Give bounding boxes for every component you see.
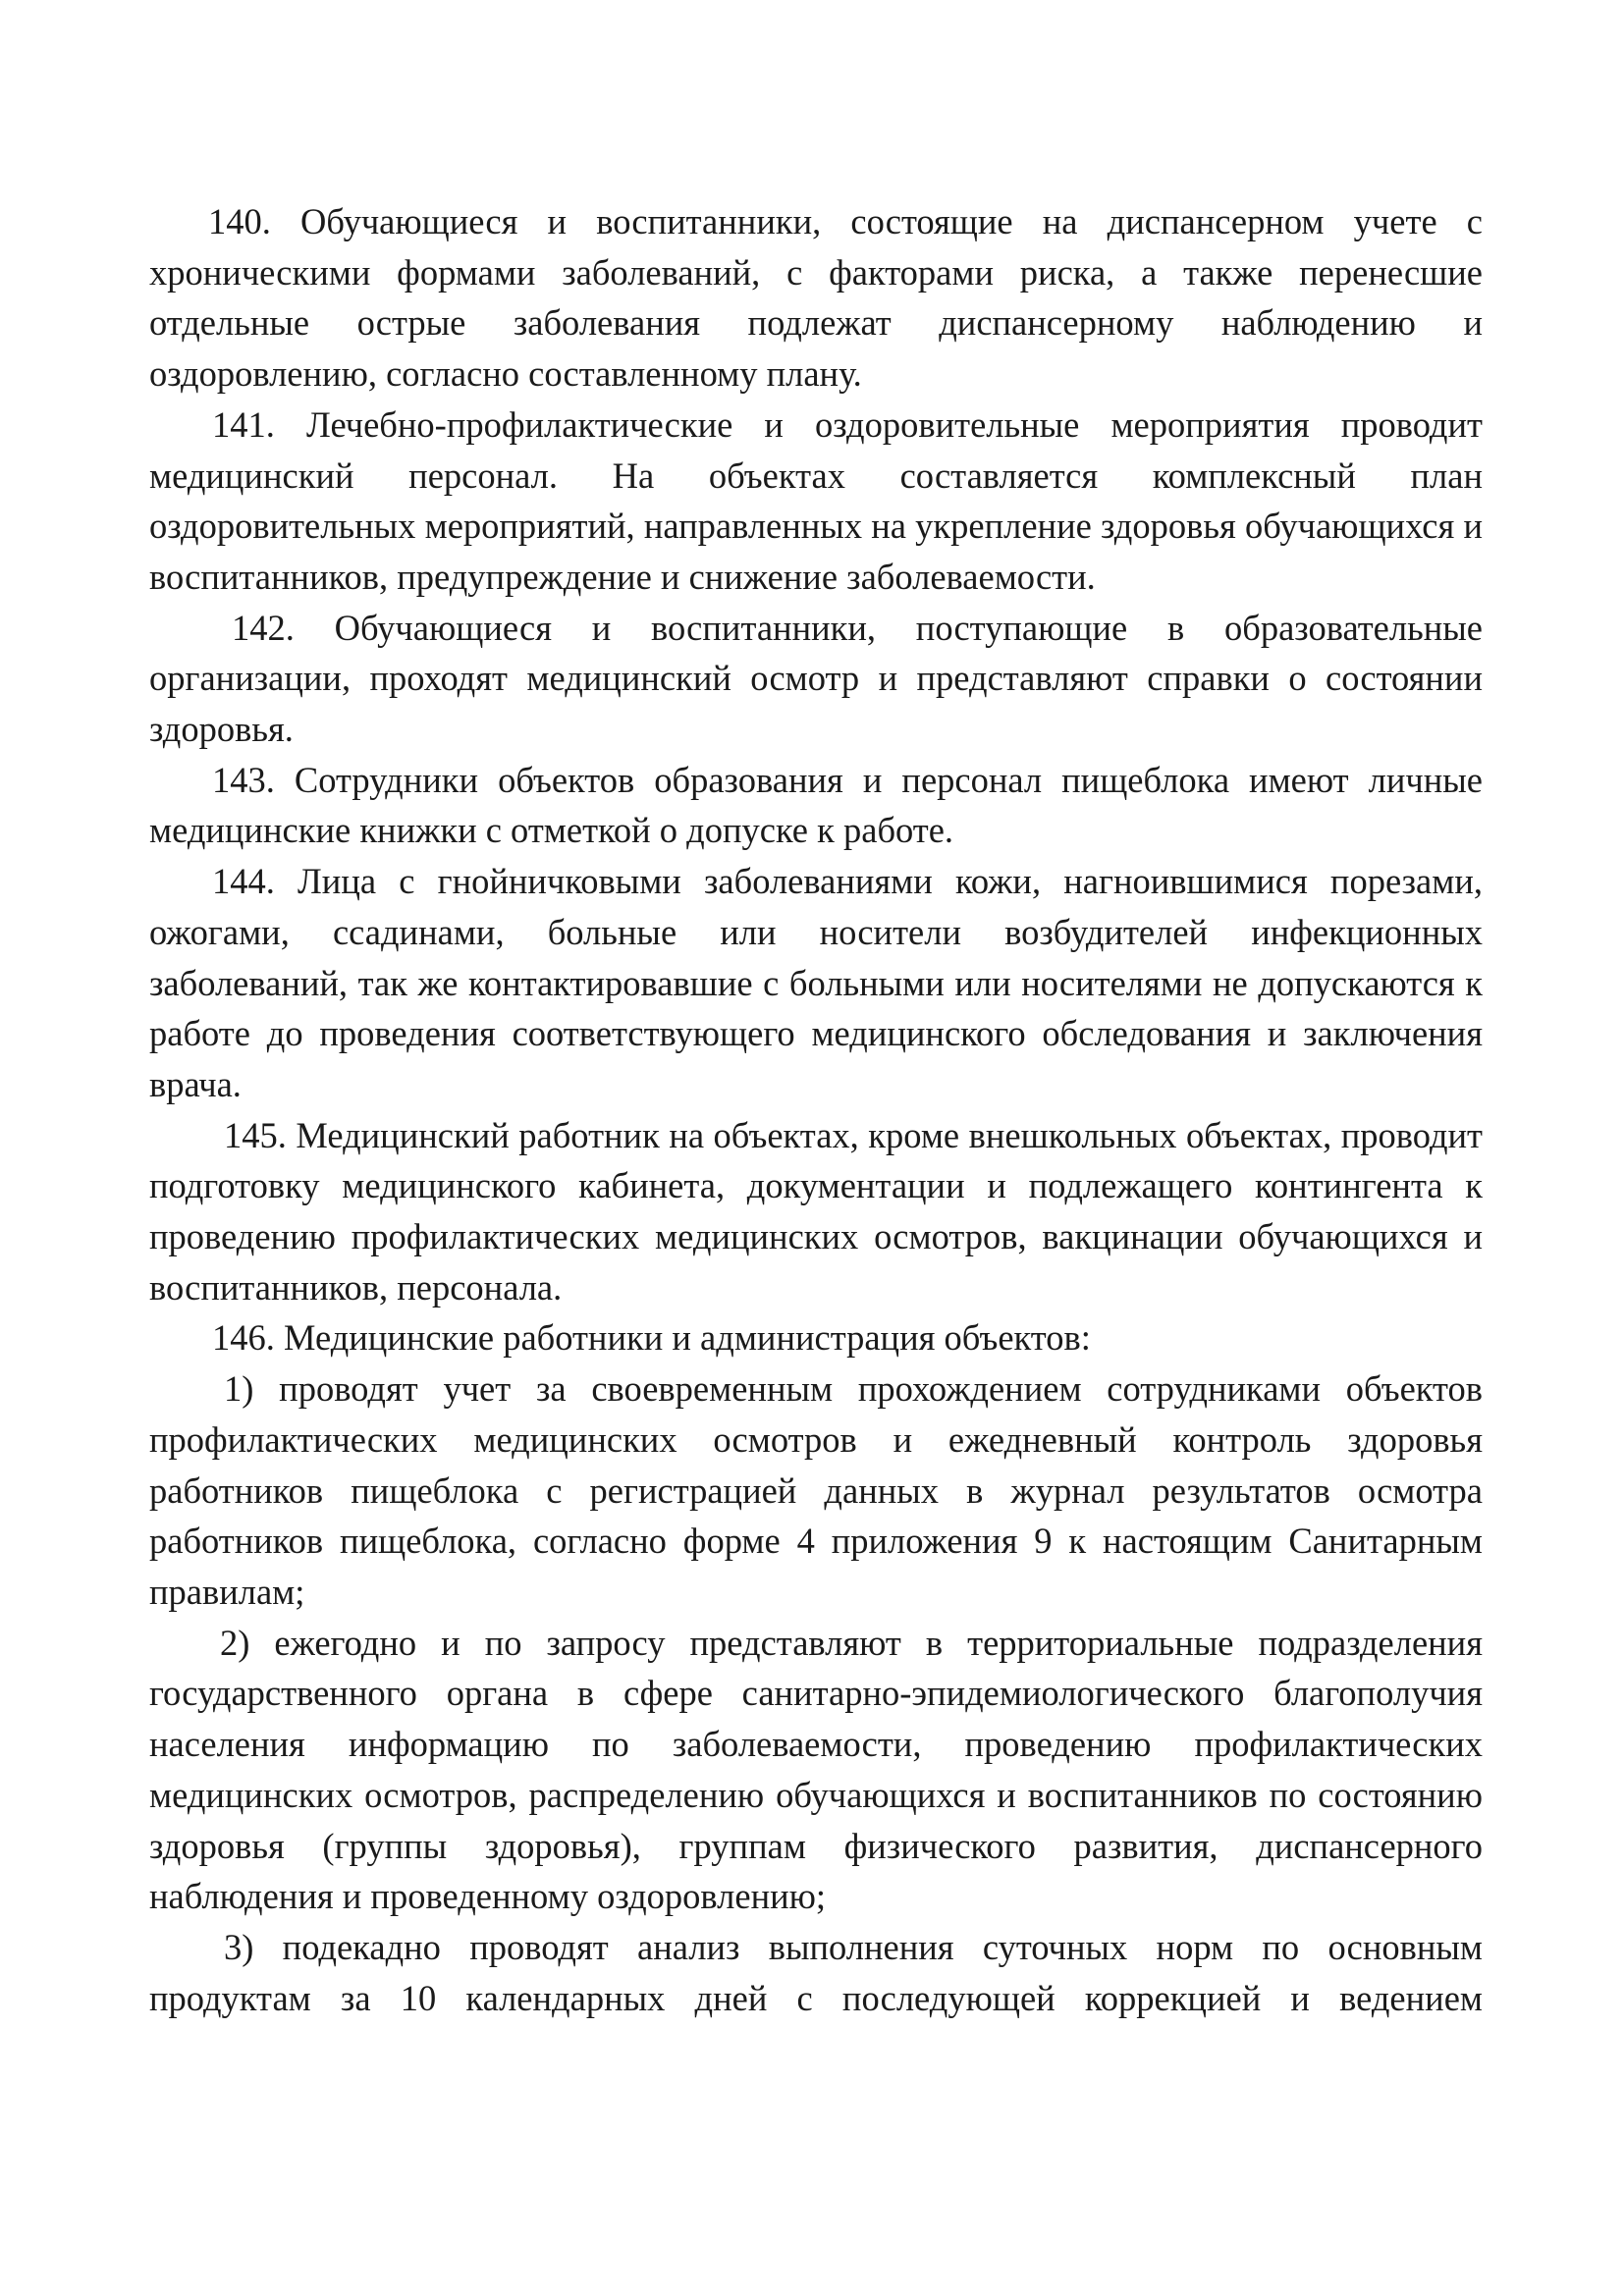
list-item-2: 2) ежегодно и по запросу представляют в территориальные подразделения государственного органа в сфере санитарно-эпидемиологического благополучия населения информацию по заболеваемости, проведению профилактических медицинских осмотров, распределению обучающихся и воспитанников по состоянию здоровья (группы здоровья), группам физического развития, диспансерного наблюдения и проведенному оздоровлению; [149, 1622, 1483, 1917]
list-item-3: 3) подекадно проводят анализ выполнения суточных норм по основным продуктам за 10 календарных дней с последующей коррекцией и ведением [149, 1926, 1483, 2018]
paragraph-141: 141. Лечебно-профилактические и оздоровительные мероприятия проводит медицинский персонал. На объектах составляется комплексный план оздоровительных мероприятий, направленных на укрепление здоровья обучающихся и воспитанников, предупреждение и снижение заболеваемости. [149, 403, 1483, 597]
paragraph-145: 145. Медицинский работник на объектах, кроме внешкольных объектах, проводит подготовку медицинского кабинета, документации и подлежащего контингента к проведению профилактических медицинских осмотров, вакцинации обучающихся и воспитанников, персонала. [149, 1114, 1483, 1308]
paragraph-144: 144. Лица с гнойничковыми заболеваниями кожи, нагноившимися порезами, ожогами, ссадинами, больные или носители возбудителей инфекционных заболеваний, так же контактировавшие с больными или носителями не допускаются к работе до проведения соответствующего медицинского обследования и заключения врача. [149, 861, 1483, 1104]
paragraph-142: 142. Обучающиеся и воспитанники, поступающие в образовательные организации, проходят медицинский осмотр и представляют справки о состоянии здоровья. [149, 607, 1483, 750]
list-item-1: 1) проводят учет за своевременным прохождением сотрудниками объектов профилактических медицинских осмотров и ежедневный контроль здоровья работников пищеблока с регистрацией данных в журнал результатов осмотра работников пищеблока, согласно форме 4 приложения 9 к настоящим Санитарным правилам; [149, 1368, 1483, 1612]
paragraph-143: 143. Сотрудники объектов образования и персонал пищеблока имеют личные медицинские книжки с отметкой о допуске к работе. [149, 759, 1483, 851]
paragraph-146: 146. Медицинские работники и администрация объектов: [212, 1317, 1091, 1359]
document-body [149, 196, 1483, 2023]
paragraph-140: 140. Обучающиеся и воспитанники, состоящие на диспансерном учете с хроническими формами заболеваний, с факторами риска, а также перенесшие отдельные острые заболевания подлежат диспансерному наблюдению и оздоровлению, согласно составленному плану. [149, 201, 1483, 395]
